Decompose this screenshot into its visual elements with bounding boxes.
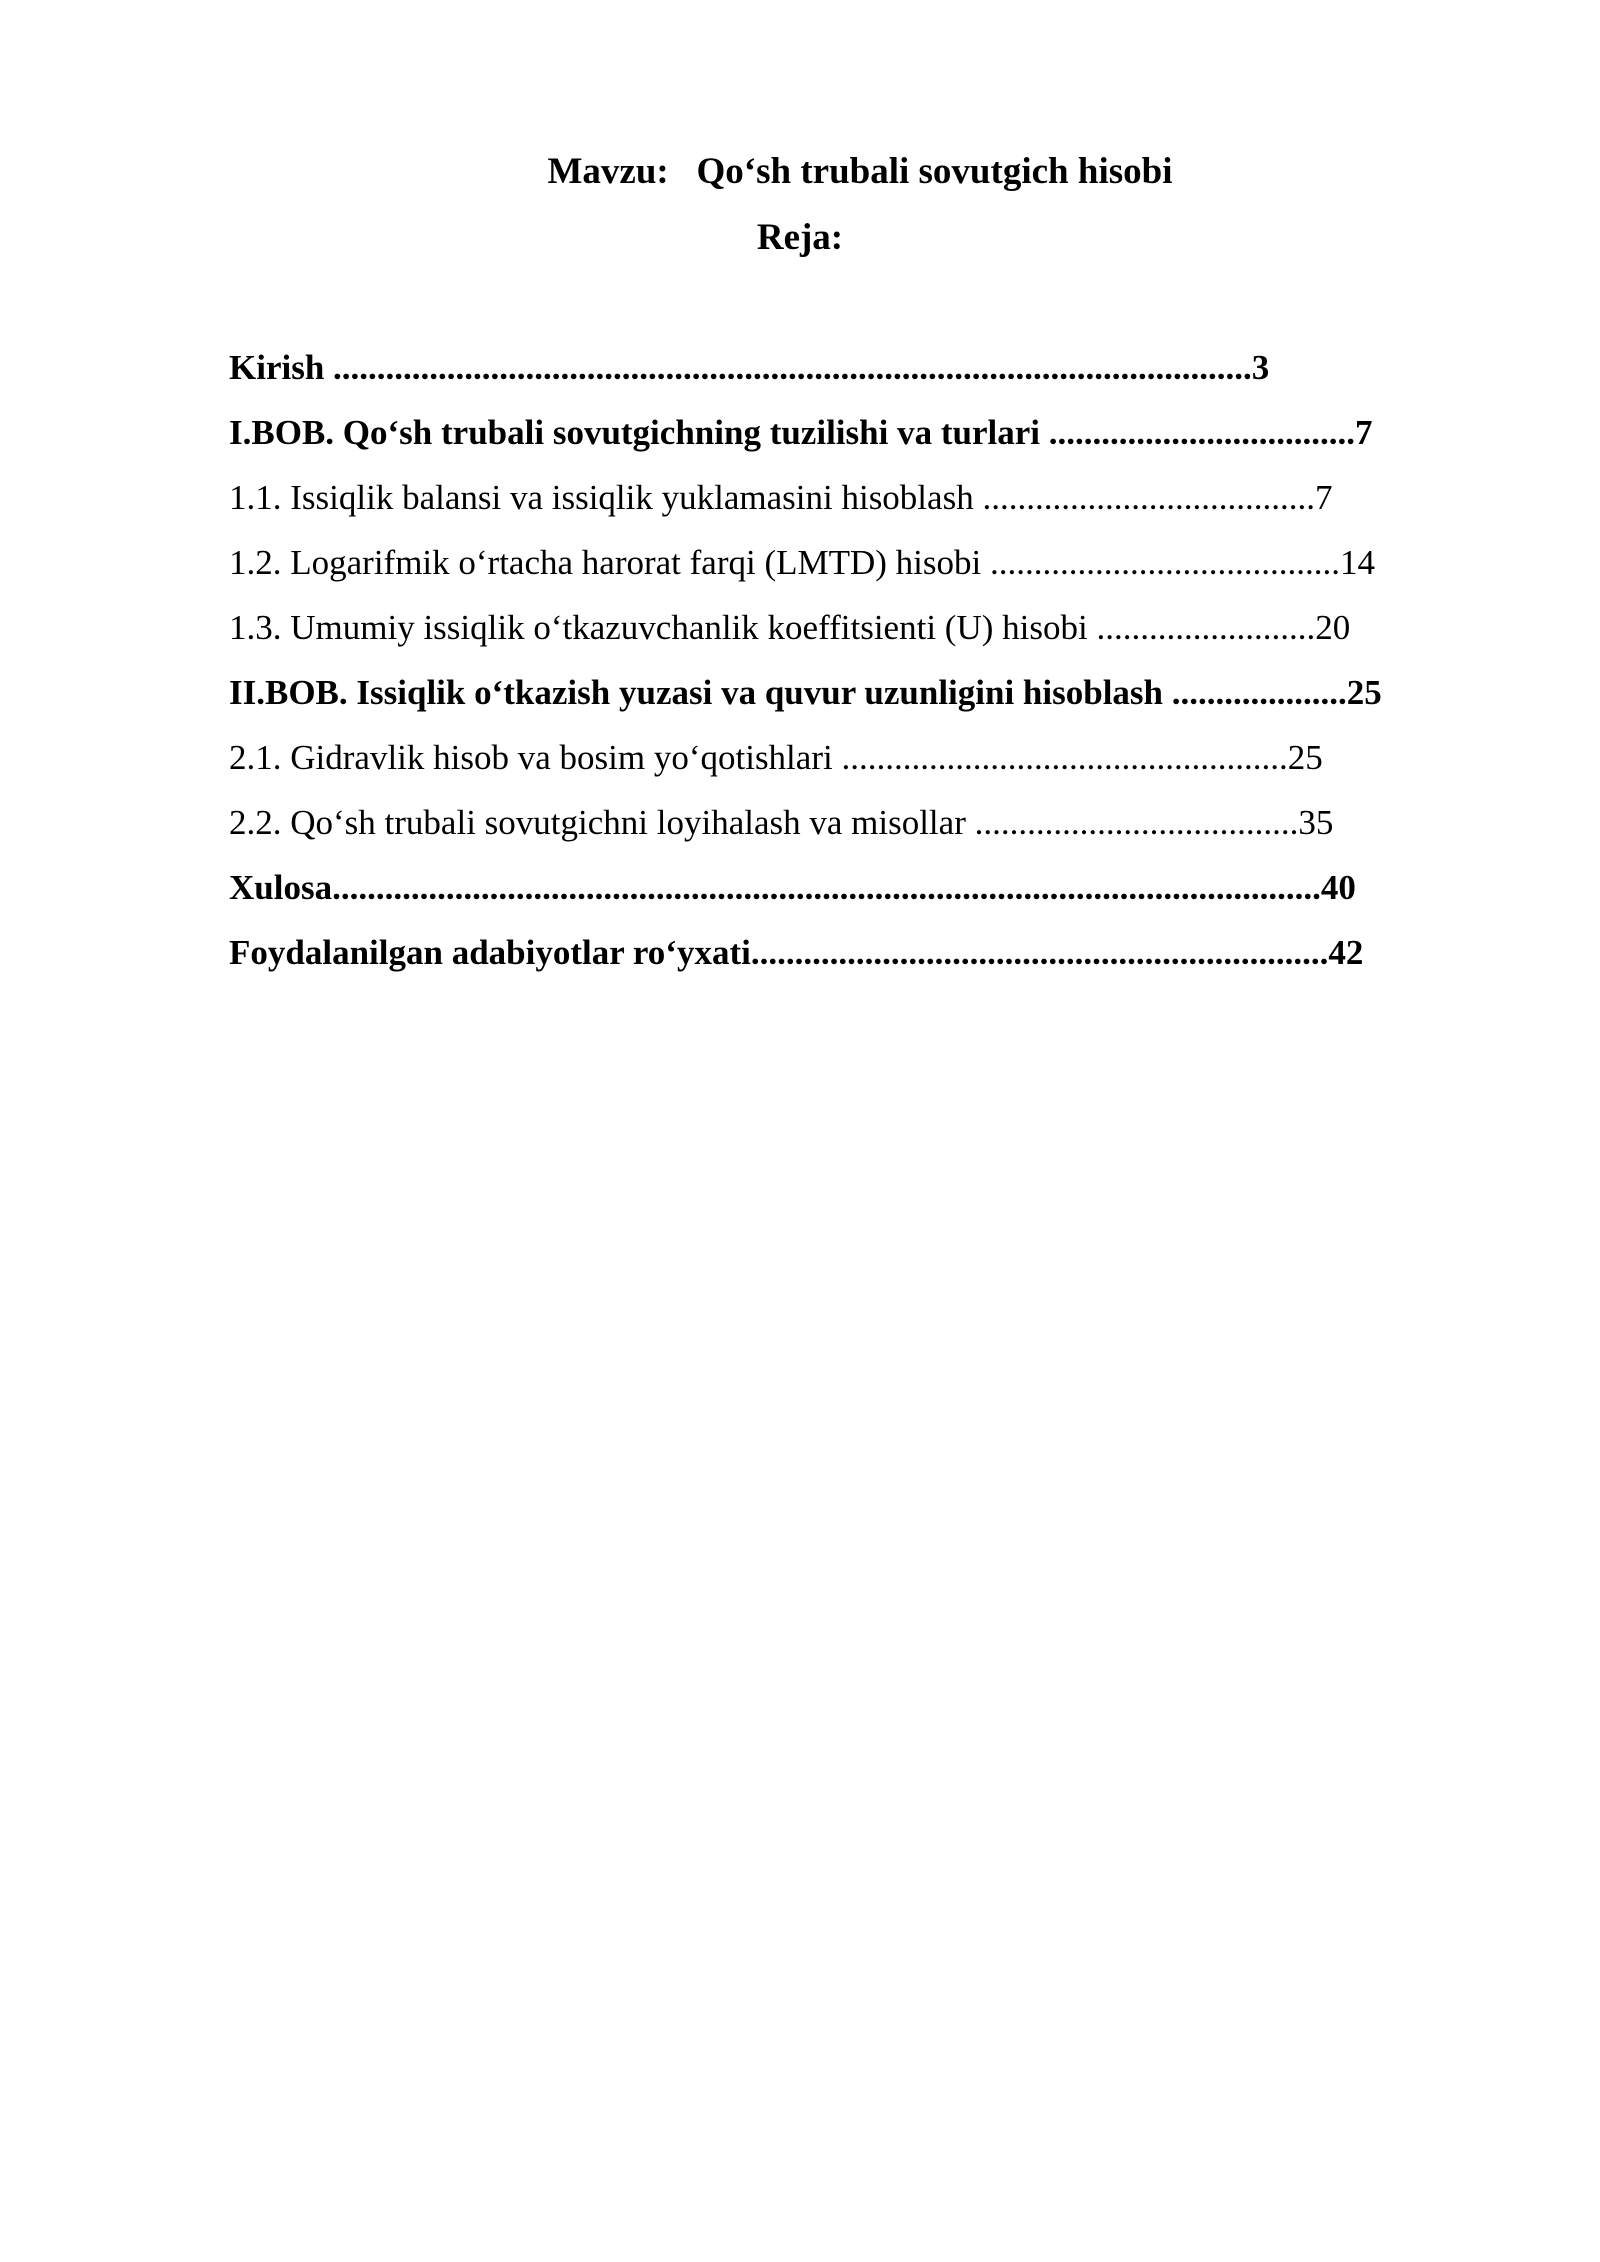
- toc-entry-2-1: 2.1. Gidravlik hisob va bosim yo‘qotishlari ...................................................25: [229, 738, 1323, 777]
- plan-heading: Reja:: [756, 217, 844, 258]
- toc-entry-xulosa: Xulosa.................................................................................................................40: [229, 868, 1356, 907]
- toc-entry-chapter-1: I.BOB. Qo‘sh trubali sovutgichning tuzilishi va turlari ...................................7: [229, 413, 1373, 452]
- title-text: Qo‘sh trubali sovutgich hisobi: [696, 151, 1173, 192]
- toc-entry-kirish: Kirish .........................................................................................................3: [229, 348, 1270, 387]
- toc-entry-1-1: 1.1. Issiqlik balansi va issiqlik yuklamasini hisoblash ......................................7: [229, 478, 1333, 517]
- toc-entry-1-2: 1.2. Logarifmik o‘rtacha harorat farqi (LMTD) hisobi ........................................14: [229, 543, 1375, 582]
- document-title: [60, 150, 1600, 194]
- title-prefix: Mavzu:: [547, 151, 669, 192]
- toc-entry-chapter-2: II.BOB. Issiqlik o‘tkazish yuzasi va quvur uzunligini hisoblash ....................25: [229, 673, 1382, 712]
- toc-entry-1-3: 1.3. Umumiy issiqlik o‘tkazuvchanlik koeffitsienti (U) hisobi .........................20: [229, 608, 1351, 647]
- toc-entry-2-2: 2.2. Qo‘sh trubali sovutgichni loyihalash va misollar .....................................35: [229, 803, 1334, 842]
- toc-entry-bibliography: Foydalanilgan adabiyotlar ro‘yxati..................................................................42: [229, 933, 1364, 972]
